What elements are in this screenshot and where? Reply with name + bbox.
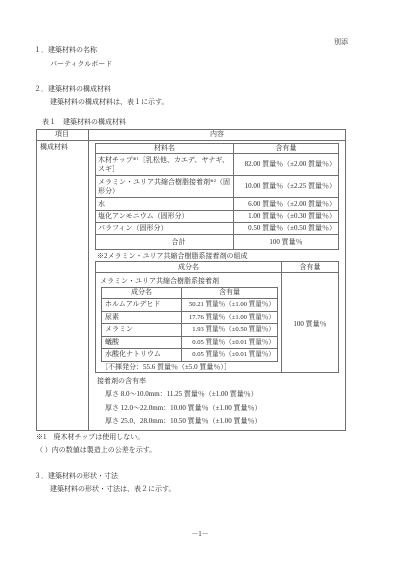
table-row [96, 223, 339, 235]
component-amount: 1.93 質量％（±0.50 質量％） [182, 323, 278, 336]
materials-header-row [96, 144, 339, 154]
materials-total-row [96, 235, 339, 250]
component-name: ホルムアルデヒド [102, 298, 182, 311]
table-row [102, 323, 278, 336]
material-amount: 6.00 質量％（±2.00 質量％） [234, 198, 339, 211]
materials-header-name: 材料名 [96, 144, 234, 154]
adhesive-rate-line: 厚さ 12.0～22.0mm：10.00 質量％（±1.00 質量％） [105, 404, 262, 412]
components-table [101, 287, 278, 362]
material-amount: 1.00 質量％（±0.30 質量％） [234, 211, 339, 223]
footnote-mark: ※2 [210, 177, 217, 183]
adhesive-header-amount: 含有量 [282, 262, 339, 273]
table-1-header-divider [36, 140, 346, 141]
component-name: 蟻酸 [102, 336, 182, 348]
section-1-body: パーティクルボード [50, 60, 113, 68]
adhesive-composition-caption: ※2メラミン・ユリア共縮合樹脂系接着剤の組成 [97, 252, 248, 260]
adhesive-amount: 100 質量％ [282, 273, 339, 373]
table-1-row-label: 構成材料 [40, 143, 68, 151]
adhesive-table [95, 261, 339, 373]
table-1-header-item: 項目 [55, 130, 69, 138]
table-row [102, 336, 278, 348]
material-name-text: メラミン・ユリア共縮合樹脂接着剤 [98, 177, 210, 186]
material-name: 水 [96, 198, 234, 211]
tolerance-note: （ ）内の数値は製造上の公差を示す。 [36, 446, 157, 454]
page-number: －1－ [191, 530, 209, 538]
component-name: 水酸化ナトリウム [102, 348, 182, 361]
material-name [96, 176, 234, 198]
table-row [96, 211, 339, 223]
adhesive-header-row [96, 262, 339, 273]
adhesive-rate-label: 接着剤の含有率 [97, 377, 146, 385]
component-name: 尿素 [102, 311, 182, 323]
adhesive-header-name: 成分名 [96, 262, 282, 273]
adhesive-name-cell [96, 273, 282, 373]
material-amount: 82.00 質量％（±2.00 質量％） [234, 154, 339, 176]
adhesive-rate-line: 厚さ 8.0～10.0mm：11.25 質量％（±1.00 質量％） [105, 390, 258, 398]
table-row [102, 348, 278, 361]
adhesive-rate-line: 厚さ 25.0、28.0mm：10.50 質量％（±1.00 質量％） [105, 417, 262, 425]
component-amount: 0.05 質量％（±0.01 質量％） [182, 336, 278, 348]
components-header-row [102, 287, 278, 298]
material-amount: 0.50 質量％（±0.50 質量％） [234, 223, 339, 235]
table-row [96, 198, 339, 211]
section-3-heading: ３．建築材料の形状・寸法 [34, 472, 118, 480]
material-name: パラフィン（固形分） [96, 223, 234, 235]
attachment-label: 別添 [334, 38, 348, 46]
footnote-mark: ※1 [132, 155, 139, 161]
materials-total-label: 合計 [96, 235, 234, 250]
table-1-column-divider [88, 129, 89, 431]
material-name-text: 木材チップ [98, 155, 133, 164]
table-row [96, 176, 339, 198]
components-header-name: 成分名 [102, 287, 182, 298]
adhesive-body-row [96, 273, 339, 373]
component-amount: 50.21 質量％（±1.00 質量％） [182, 298, 278, 311]
nonvolatile-content: ［不揮発分：55.6 質量％（±5.0 質量％）］ [101, 362, 231, 371]
table-1-caption: 表１ 建築材料の構成材料 [42, 118, 126, 126]
component-amount: 17.76 質量％（±1.00 質量％） [182, 311, 278, 323]
materials-table [95, 143, 339, 250]
section-1-heading: １．建築材料の名称 [34, 46, 97, 54]
section-2-body: 建築材料の構成材料は、表１に示す。 [50, 98, 169, 106]
table-row [102, 298, 278, 311]
material-name [96, 154, 234, 176]
footnote-1: ※1 廃木材チップは使用しない。 [36, 433, 145, 441]
materials-header-amount: 含有量 [234, 144, 339, 154]
component-name: メラミン [102, 323, 182, 336]
material-name: 塩化アンモニウム（固形分） [96, 211, 234, 223]
section-2-heading: ２．建築材料の構成材料 [34, 85, 111, 93]
material-name-suffix: （固形分） [98, 177, 231, 195]
adhesive-name: メラミン・ユリア共縮合樹脂系接着剤 [100, 276, 219, 285]
material-name-suffix: ［乳松他、カエデ、ヤナギ、スギ］ [98, 155, 230, 173]
table-row [102, 311, 278, 323]
materials-total-amount: 100 質量％ [234, 235, 339, 250]
section-3-body: 建築材料の形状・寸法は、表２に示す。 [50, 485, 176, 493]
table-row [96, 154, 339, 176]
components-header-amount: 含有量 [182, 287, 278, 298]
component-amount: 0.05 質量％（±0.01 質量％） [182, 348, 278, 361]
material-amount: 10.00 質量％（±2.25 質量％） [234, 176, 339, 198]
table-1-header-content: 内容 [210, 130, 224, 138]
